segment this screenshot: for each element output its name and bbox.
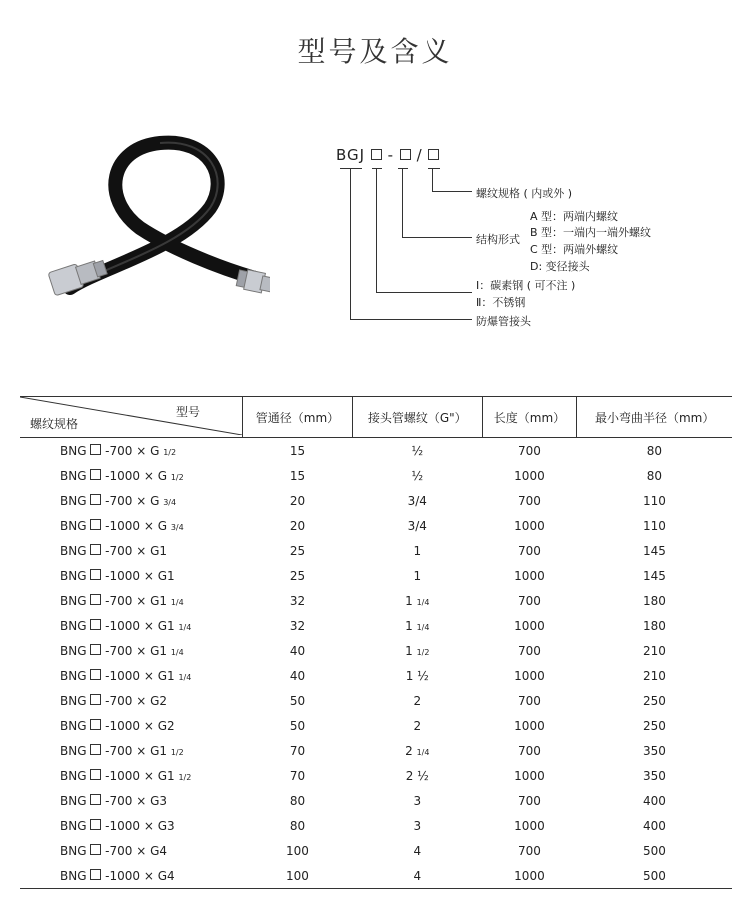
table-row bbox=[20, 438, 732, 464]
blank-box bbox=[90, 794, 101, 805]
label-thread: 螺纹规格 ( 内或外 ) bbox=[476, 187, 573, 200]
thread-cell: 2 1/4 bbox=[405, 743, 430, 758]
model-cell: BNG -700 × G1 bbox=[60, 543, 168, 558]
model-cell: BNG -1000 × G3 bbox=[60, 818, 175, 833]
bend-radius-cell: 210 bbox=[642, 668, 666, 683]
thread-cell: 2 ½ bbox=[405, 768, 429, 783]
length-cell: 1000 bbox=[514, 618, 545, 633]
thread-cell: ½ bbox=[411, 468, 424, 483]
table-row bbox=[20, 613, 732, 638]
bore-cell: 15 bbox=[289, 468, 306, 483]
bend-radius-cell: 180 bbox=[642, 618, 666, 633]
thread-cell: 1 1/4 bbox=[405, 593, 430, 608]
bore-cell: 20 bbox=[289, 493, 306, 508]
blank-box bbox=[90, 469, 101, 480]
bend-radius-cell: 210 bbox=[642, 643, 666, 658]
bend-radius-cell: 145 bbox=[642, 568, 666, 583]
table-row bbox=[20, 513, 732, 538]
blank-box bbox=[90, 769, 101, 780]
blank-box bbox=[90, 569, 101, 580]
table-row bbox=[20, 713, 732, 738]
bend-radius-cell: 250 bbox=[642, 693, 666, 708]
table-row bbox=[20, 638, 732, 663]
table-row bbox=[20, 738, 732, 763]
bend-radius-cell: 180 bbox=[642, 593, 666, 608]
bore-cell: 40 bbox=[289, 668, 306, 683]
thread-cell: 1 1/4 bbox=[405, 618, 430, 633]
bore-cell: 70 bbox=[289, 743, 306, 758]
table-row bbox=[20, 763, 732, 788]
bend-radius-cell: 250 bbox=[642, 718, 666, 733]
label-structure: 结构形式 bbox=[476, 233, 520, 246]
blank-box bbox=[90, 519, 101, 530]
length-cell: 700 bbox=[517, 843, 541, 858]
length-cell: 700 bbox=[517, 593, 541, 608]
table-row bbox=[20, 838, 732, 863]
header-model: 型号 bbox=[175, 405, 200, 419]
blank-box bbox=[90, 544, 101, 555]
label-type-b: B 型：一端内一端外螺纹 bbox=[530, 226, 652, 239]
blank-box bbox=[90, 819, 101, 830]
table-row bbox=[20, 538, 732, 563]
thread-cell: 3/4 bbox=[407, 493, 427, 508]
length-cell: 700 bbox=[517, 643, 541, 658]
length-cell: 700 bbox=[517, 793, 541, 808]
model-cell: BNG -700 × G 3/4 bbox=[60, 493, 177, 508]
model-cell: BNG -1000 × G4 bbox=[20, 863, 243, 889]
model-cell: BNG -700 × G2 bbox=[60, 693, 168, 708]
length-cell: 700 bbox=[517, 743, 541, 758]
header-thread: 接头管螺纹（G"） bbox=[352, 397, 482, 438]
bore-cell: 80 bbox=[289, 818, 306, 833]
table-row bbox=[20, 588, 732, 613]
bend-radius-cell: 145 bbox=[642, 543, 666, 558]
blank-box bbox=[90, 644, 101, 655]
model-cell: BNG -1000 × G1 bbox=[60, 568, 175, 583]
bend-radius-cell: 400 bbox=[642, 818, 666, 833]
thread-cell: 2 bbox=[413, 718, 422, 733]
blank-box bbox=[90, 694, 101, 705]
thread-cell: 3/4 bbox=[407, 518, 427, 533]
table-row bbox=[20, 688, 732, 713]
table-row bbox=[20, 863, 732, 889]
table-row bbox=[20, 563, 732, 588]
length-cell: 1000 bbox=[514, 468, 545, 483]
spec-table bbox=[20, 396, 732, 889]
label-joint: 防爆管接头 bbox=[476, 315, 531, 328]
model-code-diagram bbox=[330, 140, 730, 340]
model-cell: BNG -700 × G1 1/4 bbox=[60, 643, 184, 658]
model-cell: BNG -1000 × G2 bbox=[60, 718, 175, 733]
header-thread-spec: 螺纹规格 bbox=[30, 417, 79, 431]
thread-cell: 1 ½ bbox=[405, 668, 429, 683]
thread-cell: 3 bbox=[413, 818, 422, 833]
blank-box bbox=[90, 619, 101, 630]
length-cell: 1000 bbox=[514, 568, 545, 583]
bore-cell: 100 bbox=[286, 843, 309, 858]
model-cell: BNG -1000 × G 3/4 bbox=[60, 518, 184, 533]
length-cell: 700 bbox=[517, 693, 541, 708]
model-cell: BNG -700 × G3 bbox=[60, 793, 168, 808]
model-code: BGJ - / bbox=[336, 146, 439, 164]
model-cell: BNG -700 × G4 bbox=[60, 843, 168, 858]
blank-box bbox=[90, 594, 101, 605]
blank-box bbox=[90, 719, 101, 730]
model-cell: BNG -1000 × G1 1/4 bbox=[60, 668, 192, 683]
bore-cell: 15 bbox=[289, 443, 306, 458]
model-cell: BNG -1000 × G1 1/4 bbox=[60, 618, 192, 633]
model-cell: BNG -700 × G1 1/4 bbox=[60, 593, 184, 608]
blank-box bbox=[90, 744, 101, 755]
bore-cell: 100 bbox=[243, 863, 353, 889]
length-cell: 1000 bbox=[514, 668, 545, 683]
blank-box bbox=[90, 444, 101, 455]
table-row bbox=[20, 488, 732, 513]
header-length: 长度（mm） bbox=[482, 397, 577, 438]
length-cell: 700 bbox=[517, 443, 541, 458]
hose-product-image bbox=[30, 118, 270, 338]
right-fitting bbox=[236, 268, 270, 295]
blank-box bbox=[90, 844, 101, 855]
bore-cell: 40 bbox=[289, 643, 306, 658]
header-diagonal-cell bbox=[20, 397, 243, 438]
thread-cell: 1 1/2 bbox=[405, 643, 430, 658]
bend-radius-cell: 80 bbox=[646, 468, 663, 483]
bend-radius-cell: 400 bbox=[642, 793, 666, 808]
bore-cell: 32 bbox=[289, 618, 306, 633]
length-cell: 1000 bbox=[514, 718, 545, 733]
bend-radius-cell: 110 bbox=[642, 493, 666, 508]
length-cell: 700 bbox=[517, 493, 541, 508]
length-cell: 1000 bbox=[514, 768, 545, 783]
bend-radius-cell: 110 bbox=[642, 518, 666, 533]
length-cell: 700 bbox=[517, 543, 541, 558]
bore-cell: 50 bbox=[289, 718, 306, 733]
bore-cell: 20 bbox=[289, 518, 306, 533]
thread-cell: 4 bbox=[352, 863, 482, 889]
label-type-c: C 型：两端外螺纹 bbox=[530, 243, 619, 256]
table-row bbox=[20, 788, 732, 813]
model-cell: BNG -700 × G 1/2 bbox=[60, 443, 177, 458]
thread-cell: 1 bbox=[413, 543, 422, 558]
label-type-d: D: 变径接头 bbox=[530, 260, 590, 273]
bend-radius-cell: 350 bbox=[642, 768, 666, 783]
page-title: 型号及含义 bbox=[297, 35, 453, 68]
label-material-1: Ⅰ：碳素钢 ( 可不注 ) bbox=[476, 279, 576, 292]
model-cell: BNG -1000 × G1 1/2 bbox=[60, 768, 192, 783]
thread-cell: 1 bbox=[413, 568, 422, 583]
blank-box bbox=[90, 869, 101, 880]
bend-radius-cell: 350 bbox=[642, 743, 666, 758]
bend-radius-cell: 80 bbox=[646, 443, 663, 458]
table-row bbox=[20, 813, 732, 838]
bore-cell: 32 bbox=[289, 593, 306, 608]
thread-cell: 3 bbox=[413, 793, 422, 808]
table-header-row bbox=[20, 397, 732, 438]
bore-cell: 25 bbox=[289, 543, 306, 558]
thread-cell: 4 bbox=[413, 843, 422, 858]
label-type-a: A 型：两端内螺纹 bbox=[530, 210, 619, 223]
header-bend-radius: 最小弯曲半径（mm） bbox=[577, 397, 732, 438]
bore-cell: 25 bbox=[289, 568, 306, 583]
blank-box bbox=[90, 669, 101, 680]
bend-radius-cell: 500 bbox=[577, 863, 732, 889]
bore-cell: 50 bbox=[289, 693, 306, 708]
model-cell: BNG -1000 × G 1/2 bbox=[60, 468, 184, 483]
label-material-2: Ⅱ：不锈钢 bbox=[476, 296, 526, 309]
length-cell: 1000 bbox=[514, 518, 545, 533]
bend-radius-cell: 500 bbox=[642, 843, 666, 858]
table-row bbox=[20, 663, 732, 688]
thread-cell: ½ bbox=[411, 443, 424, 458]
header-bore: 管通径（mm） bbox=[243, 397, 353, 438]
length-cell: 1000 bbox=[482, 863, 577, 889]
model-cell: BNG -700 × G1 1/2 bbox=[60, 743, 184, 758]
bore-cell: 80 bbox=[289, 793, 306, 808]
table-row bbox=[20, 463, 732, 488]
blank-box bbox=[90, 494, 101, 505]
bore-cell: 70 bbox=[289, 768, 306, 783]
length-cell: 1000 bbox=[514, 818, 545, 833]
thread-cell: 2 bbox=[413, 693, 422, 708]
